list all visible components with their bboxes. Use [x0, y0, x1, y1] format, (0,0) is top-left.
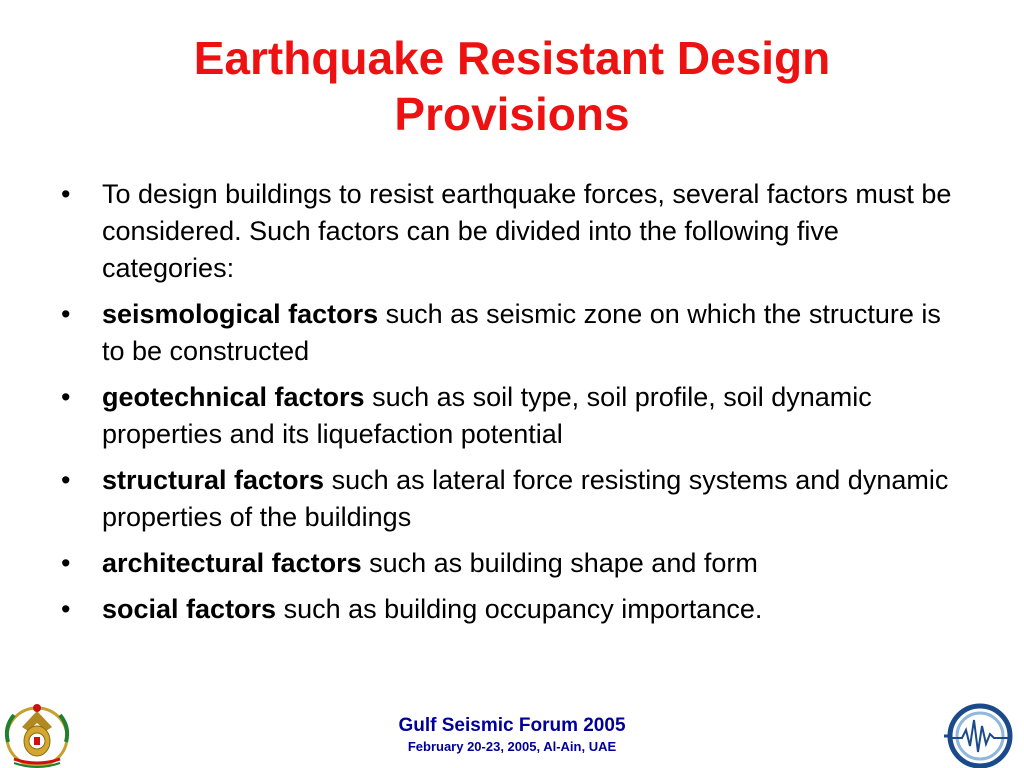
bullet-text: such as building shape and form: [361, 548, 758, 578]
bullet-marker: •: [61, 548, 71, 578]
bullet-item: [58, 296, 958, 370]
slide-title-line-1: Earthquake Resistant Design: [193, 32, 831, 84]
seismograph-logo-icon: [940, 700, 1018, 768]
bullet-item: [58, 545, 958, 582]
bullet-marker: •: [61, 179, 71, 209]
bullet-list: [58, 176, 958, 637]
bullet-text: such as seismic zone on which the structure is to be constructed: [102, 299, 941, 366]
bullet-bold-term: structural factors: [102, 465, 325, 495]
bullet-item: [58, 379, 958, 453]
footer-event-date: February 20-23, 2005, Al-Ain, UAE: [407, 739, 617, 754]
footer-event-name: Gulf Seismic Forum 2005: [398, 715, 626, 736]
bullet-item: [58, 462, 958, 536]
bullet-bold-term: geotechnical factors: [102, 382, 365, 412]
bullet-text: such as lateral force resisting systems and dynamic properties of the buildings: [102, 465, 949, 532]
bullet-marker: •: [61, 465, 71, 495]
bullet-text: such as building occupancy importance.: [276, 594, 763, 624]
bullet-bold-term: social factors: [102, 594, 277, 624]
bullet-bold-term: seismological factors: [102, 299, 379, 329]
bullet-item: [58, 591, 958, 628]
bullet-marker: •: [61, 299, 71, 329]
slide-title-line-2: Provisions: [394, 88, 630, 140]
bullet-text: such as soil type, soil profile, soil dynamic properties and its liquefaction potential: [102, 382, 872, 449]
bullet-marker: •: [61, 382, 71, 412]
bullet-text: To design buildings to resist earthquake forces, several factors must be considered. Such factors can be divided into the following five categories:: [102, 179, 952, 283]
bullet-item: [58, 176, 958, 287]
slide-title: [0, 30, 1024, 142]
bullet-bold-term: architectural factors: [102, 548, 362, 578]
bullet-marker: •: [61, 594, 71, 624]
footer: [0, 714, 1024, 756]
